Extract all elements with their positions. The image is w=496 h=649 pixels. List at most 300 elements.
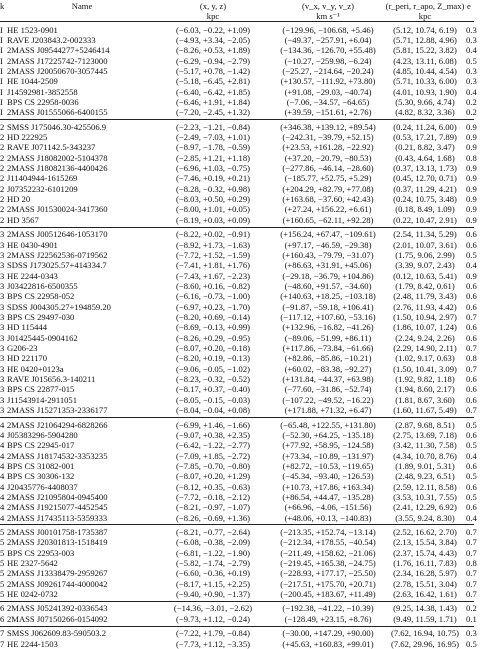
group-cell: 3 <box>0 394 5 405</box>
star-name-cell: SDSS J173025.57+414334.7 <box>7 260 107 271</box>
velocity-cell: (−48.60, +91.57, −34.60) <box>284 280 372 291</box>
orbit-cell: (5.81, 15.22, 3.82) <box>393 45 457 56</box>
group-cell: I <box>0 34 3 45</box>
table-row <box>0 603 477 614</box>
group-cell: 3 <box>0 270 5 281</box>
star-name-cell: J20435776-4408037 <box>7 481 78 492</box>
group-cell: 4 <box>0 419 5 430</box>
eccentricity-cell: 0.7 <box>466 537 477 548</box>
group-cell: I <box>0 24 3 35</box>
orbit-cell: (2.34, 16.28, 5.97) <box>393 568 457 579</box>
position-cell: (−7.22, +1.79, −0.84) <box>176 628 250 639</box>
orbit-cell: (2.78, 15.51, 3.04) <box>393 578 457 589</box>
velocity-cell: (+91.08, −29.03, −40.74) <box>284 86 372 97</box>
position-cell: (−9.73, +1.12, −0.24) <box>176 613 250 624</box>
position-cell: (−7.20, −2.45, +1.32) <box>176 107 250 118</box>
star-name-cell: J03422816-6500355 <box>7 280 78 291</box>
name-column-header: Name <box>71 1 93 11</box>
group-cell: 3 <box>0 374 5 385</box>
star-name-cell: 2MASS J05241392-0336543 <box>7 603 108 614</box>
position-cell: (−8.17, +1.15, +2.25) <box>176 578 250 589</box>
table-row <box>0 502 477 513</box>
eccentricity-cell: 0.1 <box>466 613 477 624</box>
group-cell: 5 <box>0 578 5 589</box>
table-row <box>0 638 477 649</box>
group-cell: 7 <box>0 638 5 649</box>
star-name-cell: 2MASS J15271353-2336177 <box>7 405 108 416</box>
eccentricity-cell: 0.9 <box>466 270 477 281</box>
velocity-cell: (+73.34, −10.89, −131.97) <box>282 450 374 461</box>
eccentricity-cell: 0.4 <box>466 260 477 271</box>
star-name-cell: 2MASS J07150266-0154092 <box>7 613 108 624</box>
velocity-cell: (+48.06, +0.13, −140.83) <box>284 512 372 523</box>
group-cell: 3 <box>0 239 5 250</box>
velocity-cell: (+132.96, −16.82, −41.26) <box>282 322 374 333</box>
position-cell: (−6.60, −0.36, +0.19) <box>176 568 250 579</box>
orbit-cell: (1.92, 9.82, 1.18) <box>395 374 455 385</box>
table-row <box>0 374 477 385</box>
velocity-cell: (+97.17, −46.59, −29.38) <box>284 239 372 250</box>
position-cell: (−7.73, +1.12, −3.35) <box>176 638 250 649</box>
velocity-cell: (−219.45, +165.38, −24.75) <box>280 558 376 568</box>
group-cell: 2 <box>0 142 5 153</box>
velocity-cell: (−242.31, −39.79, +52.15) <box>282 132 374 142</box>
position-cell: (−6.99, +1.46, −1.66) <box>176 419 250 430</box>
position-cell: (−8.05, −0.15, −0.03) <box>176 394 250 405</box>
orbit-cell: (2.29, 14.90, 2.11) <box>393 343 457 353</box>
velocity-cell: (+37.20, −20.79, −80.53) <box>284 152 372 163</box>
velocity-cell: (+86.54, +44.47, −135.28) <box>282 491 374 502</box>
position-cell: (−6.42, −1.22, −2.77) <box>176 440 250 451</box>
velocity-cell: (+82.86, −85.86, −10.21) <box>284 353 372 364</box>
position-cell: (−2.85, +1.21, +1.18) <box>176 152 250 163</box>
position-cell: (−5.18, −6.45, +2.81) <box>176 76 250 87</box>
group-cell: 2 <box>0 121 5 132</box>
position-cell: (−5.82, −1.74, −2.79) <box>176 558 250 568</box>
orbit-cell: (7.62, 29.96, 16.95) <box>390 638 460 649</box>
star-name-cell: HE 0242-0732 <box>7 589 58 600</box>
orbit-cell: (3.39, 9.07, 2.43) <box>395 260 455 271</box>
eccentricity-cell: 0.6 <box>466 332 477 343</box>
group-divider <box>0 119 474 120</box>
group-cell: 5 <box>0 558 5 568</box>
velocity-cell: (+346.38, +139.12, +89.54) <box>280 121 376 132</box>
eccentricity-cell: 0.8 <box>466 353 477 364</box>
star-name-cell: HD 3567 <box>7 214 39 225</box>
table-row <box>0 142 477 153</box>
eccentricity-cell: 0.3 <box>466 65 477 76</box>
eccentricity-cell: 0.6 <box>466 384 477 395</box>
eccentricity-cell: 0.7 <box>466 312 477 322</box>
eccentricity-cell: 0.6 <box>466 301 477 312</box>
star-name-cell: J01425445-0904162 <box>7 332 78 343</box>
orbit-cell: (0.24, 10.75, 3.48) <box>393 194 457 205</box>
position-cell: (−4.93, +3.34, −2.05) <box>176 34 250 45</box>
star-name-cell: HE 1523-0901 <box>7 24 58 35</box>
eccentricity-cell: 0.7 <box>466 527 477 537</box>
star-name-cell: BPS CS 31082-001 <box>7 460 75 471</box>
position-cell: (−7.41, +1.81, +1.76) <box>176 260 250 271</box>
table-row <box>0 628 477 639</box>
velocity-cell: (−213.35, +152.74, −13.14) <box>280 527 376 537</box>
orbit-cell: (5.30, 9.66, 4.74) <box>395 96 455 107</box>
position-cell: (−7.72, +1.52, −1.59) <box>176 249 250 260</box>
eccentricity-cell: 0.6 <box>466 280 477 291</box>
table-row <box>0 34 477 45</box>
table-row <box>0 512 477 523</box>
orbit-cell: (4.01, 10.93, 1.90) <box>393 86 457 97</box>
eccentricity-cell: 0.9 <box>466 132 477 142</box>
table-row <box>0 173 477 184</box>
group-cell: 5 <box>0 527 5 537</box>
velocity-cell: (−129.96, −106.68, +5.46) <box>282 24 374 35</box>
orbit-cell: (0.45, 12.70, 0.71) <box>393 173 457 184</box>
star-name-cell: BPS CS 22958-0036 <box>7 96 79 107</box>
group-divider <box>0 601 474 602</box>
group-cell: 5 <box>0 537 5 548</box>
table-row <box>0 24 477 35</box>
star-name-cell: 2MASS J21095804-0945400 <box>7 491 108 502</box>
eccentricity-cell: 0.3 <box>466 76 477 87</box>
position-cell: (−8.21, −0.97, −1.07) <box>176 502 250 513</box>
group-cell: 3 <box>0 343 5 353</box>
table-row <box>0 332 477 343</box>
eccentricity-cell: 0.5 <box>466 55 477 66</box>
eccentricity-cell: 0.7 <box>466 547 477 558</box>
table-row <box>0 194 477 205</box>
velocity-column-header: (v_x, v_y, v_z) <box>302 1 354 11</box>
orbit-cell: (2.52, 16.62, 2.70) <box>393 527 457 537</box>
group-cell: 2 <box>0 152 5 163</box>
orbit-cell: (0.21, 8.82, 3.47) <box>395 142 455 153</box>
star-name-cell: BPS CS 29497-030 <box>7 312 75 322</box>
velocity-cell: (−134.36, −126.70, +55.48) <box>280 45 376 56</box>
position-cell: (−8.04, −0.04, +0.08) <box>176 405 250 416</box>
position-cell: (−8.17, +0.37, −0.40) <box>176 384 250 395</box>
group-cell: 3 <box>0 363 5 374</box>
star-name-cell: SDSS J004305.27+194859.20 <box>7 301 111 312</box>
table-row <box>0 132 477 142</box>
eccentricity-cell: 0.5 <box>466 249 477 260</box>
star-name-cell: RAVE J015656.3-140211 <box>7 374 96 385</box>
group-cell: 6 <box>0 603 5 614</box>
orbit-cell: (0.43, 4.64, 1.68) <box>395 152 455 163</box>
orbit-cell: (0.37, 13.13, 1.73) <box>393 163 457 173</box>
velocity-cell: (−91.87, −59.18, +106.41) <box>282 301 374 312</box>
table-row <box>0 322 477 333</box>
group-cell: 2 <box>0 183 5 194</box>
group-cell: I <box>0 107 3 118</box>
eccentricity-cell: 0.9 <box>466 163 477 173</box>
table-row <box>0 107 477 118</box>
velocity-cell: (−107.22, −49.52, −16.22) <box>282 394 374 405</box>
table-row <box>0 76 477 87</box>
velocity-cell: (+117.86, −73.84, −61.66) <box>282 343 374 353</box>
orbit-cell: (0.24, 11.24, 6.00) <box>393 121 457 132</box>
orbit-unit: kpc <box>418 11 432 21</box>
position-cell: (−8.20, +0.69, −0.14) <box>176 312 250 322</box>
group-cell: 4 <box>0 429 5 440</box>
eccentricity-cell: 0.8 <box>466 558 477 568</box>
position-cell: (−6.29, −0.94, −2.79) <box>176 55 250 66</box>
position-cell: (−8.28, −0.32, +0.98) <box>176 183 250 194</box>
orbit-cell: (2.48, 11.79, 3.43) <box>393 291 457 302</box>
group-cell: 3 <box>0 312 5 322</box>
velocity-cell: (+45.63, +160.83, +99.01) <box>282 638 374 649</box>
orbit-cell: (1.76, 16.11, 7.83) <box>393 558 457 568</box>
table-row <box>0 613 477 624</box>
eccentricity-cell: 0.6 <box>466 460 477 471</box>
orbit-cell: (1.81, 8.67, 3.60) <box>395 394 455 405</box>
star-name-cell: HD 115444 <box>7 322 48 333</box>
velocity-cell: (+163.68, −37.60, +42.43) <box>282 194 374 205</box>
table-row <box>0 363 477 374</box>
orbit-cell: (1.02, 9.17, 0.63) <box>395 353 455 364</box>
group-cell: 2 <box>0 204 5 215</box>
position-label: (x, y, z) <box>199 1 227 11</box>
orbit-cell: (2.24, 9.24, 2.26) <box>395 332 455 343</box>
eccentricity-cell: 0.6 <box>466 394 477 405</box>
group-cell: I <box>0 76 3 87</box>
orbit-column-header: (r_peri, r_apo, Z_max) <box>385 1 465 11</box>
group-cell: 3 <box>0 280 5 291</box>
group-cell: 2 <box>0 163 5 173</box>
star-name-cell: BPS CS 22877-015 <box>7 384 75 395</box>
orbit-cell: (5.71, 12.88, 4.96) <box>393 34 457 45</box>
table-row <box>0 589 477 600</box>
velocity-cell: (−49.37, −257.91, +6.04) <box>284 34 372 45</box>
velocity-cell: (+82.72, −10.53, −119.65) <box>282 460 374 471</box>
orbit-cell: (5.12, 10.74, 6.19) <box>393 24 457 35</box>
group-cell: I <box>0 65 3 76</box>
star-name-cell: SMSS J062609.83-590503.2 <box>7 628 107 639</box>
orbit-cell: (2.41, 12.29, 6.92) <box>393 502 457 513</box>
star-name-cell: 2MASS J01530024-3417360 <box>7 204 108 215</box>
orbit-cell: (1.79, 8.42, 0.61) <box>395 280 455 291</box>
table-row <box>0 86 477 97</box>
orbit-cell: (1.75, 9.06, 2.99) <box>395 249 455 260</box>
table-row <box>0 121 477 132</box>
eccentricity-cell: 0.9 <box>466 194 477 205</box>
table-row <box>0 183 477 194</box>
velocity-cell: (+204.29, +82.79, +77.08) <box>282 183 374 194</box>
group-cell: I <box>0 45 3 56</box>
star-name-cell: 2MASS J18082002-5104378 <box>7 152 108 163</box>
velocity-cell: (+86.63, +31.91, +45.06) <box>284 260 372 271</box>
group-cell: 3 <box>0 229 5 240</box>
table-row <box>0 312 477 322</box>
position-cell: (−8.60, +0.16, −0.82) <box>176 280 250 291</box>
velocity-cell: (+140.63, +18.25, −103.18) <box>280 291 376 302</box>
eccentricity-cell: 0.6 <box>466 374 477 385</box>
star-name-cell: 2MASS J13338479-2959267 <box>7 568 108 579</box>
group-cell: 3 <box>0 353 5 364</box>
table-row <box>0 55 477 66</box>
group-cell: 4 <box>0 450 5 461</box>
group-divider <box>0 21 474 22</box>
velocity-cell: (+131.84, −44.37, +63.98) <box>282 374 374 385</box>
position-cell: (−8.21, −0.77, −2.64) <box>176 527 250 537</box>
star-name-cell: SMSS J175046.30-425506.9 <box>7 121 107 132</box>
eccentricity-cell: 0.6 <box>466 229 477 240</box>
eccentricity-cell: 0.7 <box>466 343 477 353</box>
orbit-cell: (0.37, 11.29, 4.21) <box>393 183 457 194</box>
group-cell: 3 <box>0 260 5 271</box>
star-name-cell: HD 20 <box>7 194 31 205</box>
orbit-cell: (2.76, 11.93, 4.42) <box>393 301 457 312</box>
velocity-cell: (−77.60, −31.86, −52.74) <box>284 384 372 395</box>
position-cell: (−7.46, +0.19, +0.21) <box>176 173 250 184</box>
table-row <box>0 45 477 56</box>
velocity-cell: (−217.51, +175.70, +20.71) <box>280 578 376 589</box>
star-name-cell: 2MASS J18174532-3353235 <box>7 450 108 461</box>
group-cell: 4 <box>0 502 5 513</box>
group-cell: 4 <box>0 471 5 482</box>
eccentricity-cell: 0.3 <box>466 24 477 35</box>
group-divider <box>0 626 474 627</box>
group-divider <box>0 417 474 418</box>
velocity-cell: (+39.59, −151.61, +2.76) <box>284 107 372 118</box>
orbit-cell: (2.37, 15.74, 4.43) <box>393 547 457 558</box>
eccentricity-cell: 0.7 <box>466 578 477 589</box>
orbit-cell: (1.50, 10.41, 3.09) <box>393 363 457 374</box>
velocity-unit: km s⁻¹ <box>316 11 340 21</box>
eccentricity-cell: 0.6 <box>466 481 477 492</box>
position-cell: (−8.26, −0.69, +1.36) <box>176 512 250 523</box>
velocity-cell: (−10.27, −259.98, −6.24) <box>284 55 372 66</box>
velocity-cell: (+60.02, −83.38, −92.27) <box>284 363 372 374</box>
star-name-cell: 2MASS J19215077-4452545 <box>7 502 108 513</box>
group-cell: 2 <box>0 194 5 205</box>
group-cell: 3 <box>0 249 5 260</box>
star-name-cell: J14592981-3852558 <box>7 86 78 97</box>
table-row <box>0 429 477 440</box>
table-row <box>0 229 477 240</box>
star-name-cell: BPS CS 22958-052 <box>7 291 75 302</box>
position-cell: (−6.46, +1.91, +1.84) <box>176 96 250 107</box>
table-row <box>0 405 477 416</box>
position-cell: (−5.17, +0.78, −1.42) <box>176 65 250 76</box>
orbit-cell: (1.94, 8.60, 2.17) <box>395 384 455 395</box>
eccentricity-cell: 0.6 <box>466 291 477 302</box>
velocity-cell: (−212.34, +178.55, −40.54) <box>280 537 376 548</box>
velocity-cell: (+160.65, −62.11, +92.28) <box>282 214 374 225</box>
star-name-cell: HD 222925 <box>7 132 48 142</box>
group-cell: 5 <box>0 568 5 579</box>
table-row <box>0 558 477 568</box>
velocity-cell: (+77.92, +58.95, −124.58) <box>282 440 374 451</box>
eccentricity-cell: 0.9 <box>466 173 477 184</box>
velocity-cell: (+130.57, −111.92, +73.80) <box>280 76 376 87</box>
star-name-cell: 2MASS J01555066-6400155 <box>7 107 108 118</box>
position-cell: (−6.08, −0.38, −2.09) <box>176 537 250 548</box>
orbit-cell: (9.25, 14.38, 1.43) <box>393 603 457 614</box>
group-cell: 4 <box>0 440 5 451</box>
position-cell: (−8.69, −0.13, +0.99) <box>176 322 250 333</box>
orbit-cell: (2.48, 9.23, 6.51) <box>395 471 455 482</box>
group-cell: 2 <box>0 132 5 142</box>
table-row <box>0 280 477 291</box>
group-cell: 7 <box>0 628 5 639</box>
table-row <box>0 527 477 537</box>
star-name-cell: 2MASS J17435113-5359333 <box>7 512 108 523</box>
eccentricity-cell: 0.6 <box>466 429 477 440</box>
star-name-cell: HE 0420+0123a <box>7 363 64 374</box>
table-row <box>0 419 477 430</box>
velocity-cell: (−228.93, +177.17, −25.50) <box>280 568 376 579</box>
group-cell: I <box>0 96 3 107</box>
eccentricity-cell: 0.9 <box>466 204 477 215</box>
orbit-cell: (3.53, 10.31, 7.55) <box>393 491 457 502</box>
position-cell: (−6.16, −0.73, −1.00) <box>176 291 250 302</box>
orbit-cell: (2.13, 15.54, 3.84) <box>393 537 457 548</box>
velocity-cell: (−211.49, +158.62, −21.06) <box>280 547 376 558</box>
velocity-cell: (+160.43, −79.79, −31.07) <box>282 249 374 260</box>
eccentricity-cell: 0.5 <box>466 471 477 482</box>
group-cell: 3 <box>0 332 5 343</box>
star-name-cell: HE 1044-2509 <box>7 76 58 87</box>
position-unit: kpc <box>206 11 220 21</box>
table-row <box>0 491 477 502</box>
position-cell: (−8.26, +0.53, +1.89) <box>176 45 250 56</box>
table-row <box>0 481 477 492</box>
velocity-cell: (−128.49, +23.15, +8.76) <box>284 613 372 624</box>
eccentricity-cell: 0.5 <box>466 440 477 451</box>
eccentricity-cell: 0.9 <box>466 183 477 194</box>
group-cell: 4 <box>0 460 5 471</box>
orbit-cell: (4.82, 8.32, 3.36) <box>395 107 455 118</box>
table-header <box>0 0 474 22</box>
eccentricity-cell: 0.4 <box>466 45 477 56</box>
eccentricity-cell: 0.6 <box>466 239 477 250</box>
velocity-cell: (−30.00, +147.29, +90.00) <box>282 628 374 639</box>
table-row <box>0 249 477 260</box>
table-row <box>0 239 477 250</box>
velocity-cell: (−185.77, +52.75, +5.29) <box>284 173 372 184</box>
velocity-cell: (−192.38, −41.22, −10.39) <box>282 603 374 614</box>
position-cell: (−8.92, +1.73, −1.63) <box>176 239 250 250</box>
orbit-cell: (2.87, 9.68, 8.51) <box>395 419 455 430</box>
orbit-cell: (3.42, 11.30, 7.58) <box>393 440 457 451</box>
group-cell: 2 <box>0 214 5 225</box>
position-cell: (−8.23, −0.32, −0.52) <box>176 374 250 385</box>
table-row <box>0 214 477 225</box>
position-cell: (−7.72, −0.18, −2.12) <box>176 491 250 502</box>
orbit-cell: (2.75, 13.69, 7.18) <box>393 429 457 440</box>
eccentricity-cell: 0.7 <box>466 568 477 579</box>
star-name-cell: BPS CS 22945-017 <box>7 440 75 451</box>
velocity-cell: (−25.27, −214.64, −20.24) <box>282 65 374 76</box>
position-cell: (−8.00, +1.01, +0.05) <box>176 204 250 215</box>
group-divider <box>0 524 474 525</box>
position-column-header <box>158 1 268 11</box>
velocity-cell: (+156.24, +67.47, −109.61) <box>280 229 376 240</box>
orbit-cell: (4.85, 10.44, 4.54) <box>393 65 457 76</box>
group-divider <box>0 227 474 228</box>
position-cell: (−6.97, +0.23, −1.70) <box>176 301 250 312</box>
eccentricity-cell: 0.8 <box>466 152 477 163</box>
star-name-cell: 2MASS J21064294-6828266 <box>7 419 108 430</box>
table-row <box>0 460 477 471</box>
position-cell: (−8.26, +0.29, −0.95) <box>176 332 250 343</box>
orbit-cell: (5.71, 10.33, 6.00) <box>393 76 457 87</box>
group-cell: 3 <box>0 384 5 395</box>
group-cell: 3 <box>0 291 5 302</box>
velocity-cell: (−29.18, −36.79, +104.86) <box>282 270 374 281</box>
velocity-cell: (+27.24, +156.22, +6.61) <box>284 204 372 215</box>
orbit-cell: (2.01, 10.07, 3.61) <box>393 239 457 250</box>
star-name-cell: 2MASS J09544277+5246414 <box>7 45 110 56</box>
